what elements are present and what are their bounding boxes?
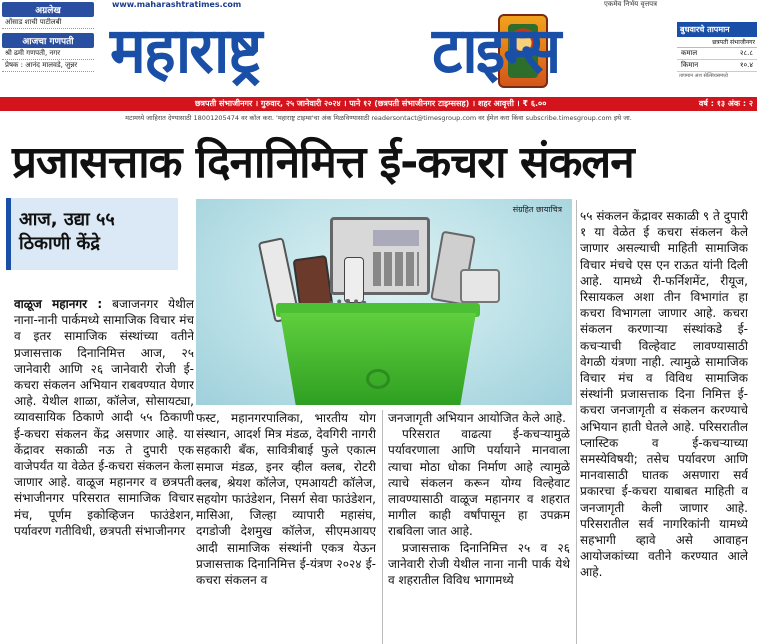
temperature-location: छत्रपती संभाजीनगर: [677, 37, 757, 48]
aajcha-ganpati-heading: आजचा गणपती: [2, 33, 94, 48]
ganpati-sender: प्रेषक : आनंद मालवडे, जुन्नर: [2, 60, 94, 72]
article-text: ५५ संकलन केंद्रावर सकाळी ९ ते दुपारी १ या वेळेत ई कचरा संकलन केले जाणार असल्याची माहिती सामाजिक विचार मंचचे एस एन राऊत यांनी दिली आहे. यामध्ये री-फर्निशमेंट, रीयूज, रिसायकल अशा तीन विभागांत हा कचरा विभागला जाणार आहे. कचरा संकलन करणाऱ्या संस्थांकडे ई-कचऱ्याची विल्हेवाट लावण्यासाठी वेगळी यंत्रणा नाही. त्यामुळे सामाजिक विचार मंच व विविध सामाजिक संस्थांनी प्रजासत्ताक दिना निमित्त ई-कचरा जनजागृती व संकलन करण्याचे अभियान हाती घेतले आहे. परिसरातील प्लास्टिक व ई-कचऱ्याच्या समस्येविषयी; तसेच पर्यावरण आणि मानवासाठी घातक असणारा सर्व प्रकारचा ई-कचरा याबाबत माहिती व जनजागृती केली जाणार आहे. परिसरातील सर्व नागरिकांनी यामध्ये सहभागी व्हावे असे आवाहन आयोजकांच्या वतीने करण्यात आले आहे.: [580, 209, 748, 580]
motto: एकमेव निर्भय वृत्तपत्र: [604, 0, 658, 8]
remote-icon: [344, 257, 364, 303]
temperature-label: कमाल: [681, 49, 698, 57]
article-text: बजाजनगर येथील नाना-नानी पार्कमध्ये सामाजिक विचार मंच व इतर सामाजिक संस्थांच्या वतीने प्रजासत्ताक दिनानिमित्त आज, २५ जानेवारी आणि २६ जानेवारी रोजी ई-कचरा संकलन अभियान राबवण्यात येणार आहे. येथील शाळा, कॉलेज, सोसायट्या, व्यावसायिक ठिकाणे आदी ५५ ठिकाणी ई-कचरा संकलन केंद्र असणार आहे. या केंद्रावर सकाळी नऊ ते दुपारी एक वाजेपर्यंत या वेळेत ई-कचरा संकलन केला जाणार आहे. वाळूज महानगर व छत्रपती संभाजीनगर परिसरात सामाजिक विचार मंच, पूर्णम इकोव्हिजन फाउंडेशन, पर्यावरण गतीविधी, छत्रपती संभाजीनगर: [14, 297, 194, 538]
article-column-2: [196, 410, 376, 644]
column-divider: [382, 410, 383, 644]
subscription-notice: मटामध्ये जाहिरात देण्यासाठी 18001205474 वर कॉल करा. 'महाराष्ट्र टाइम्स'चा अंक मिळविण्यासाठी readersontact@timesgroup.com वर ईमेल करा किंवा subscribe.timesgroup.com इथे जा.: [125, 114, 632, 122]
column-divider: [576, 200, 577, 644]
photo-credit: संग्रहित छायाचित्र: [512, 205, 562, 214]
article-text: प्रजासत्ताक दिनानिमित्त २५ व २६ जानेवारी रोजी येथील नाना नानी पार्क येथे व शहरातील विविध भागामध्ये: [388, 540, 570, 588]
article-column-4: [580, 208, 748, 644]
temperature-value: १०.४: [739, 61, 753, 69]
article-text: परिसरात वाढत्या ई-कचऱ्यामुळे पर्यावरणाला आणि पर्यायाने मानवाला त्याचा मोठा धोका निर्माण आहे त्यामुळे त्याचे संकलन करून योग्य विल्हेवाट लावण्यासाठी वाळूज महानगर व शहरात मागील काही वर्षांपासून हा उपक्रम राबविला जात आहे.: [388, 427, 570, 539]
masthead-title: [110, 6, 685, 96]
ganpati-line: श्री ढमी गणपती, नगर: [2, 48, 94, 60]
masthead-title-right: टाइम्स: [432, 14, 560, 88]
article-dateline-lead: वाळूज महानगर :: [14, 297, 103, 311]
article-column-1: [14, 296, 194, 644]
temperature-row: [677, 60, 757, 72]
article-headline: प्रजासत्ताक दिनानिमित्त ई-कचरा संकलन: [12, 137, 634, 188]
recycle-icon: [366, 369, 390, 389]
ewaste-photo: [196, 199, 572, 405]
temperature-title: बुधवारचे तापमान: [677, 22, 757, 37]
temperature-value: २८.८: [739, 49, 753, 57]
dateline-bar: [0, 97, 757, 111]
temperature-row: [677, 48, 757, 60]
masthead-title-left: महाराष्ट्र: [110, 14, 261, 88]
left-info-box: [2, 2, 94, 72]
site-url: www.maharashtratimes.com: [112, 0, 242, 9]
dateline-text: छत्रपती संभाजीनगर । गुरुवार, २५ जानेवारी २०२४ । पाने १२ (छत्रपती संभाजीनगर टाइम्ससह) । शहर आवृत्ती । ₹ ६.००: [195, 99, 547, 108]
temperature-source: तापमान अंश सेल्सियसमध्ये: [679, 73, 728, 79]
temperature-box: [677, 22, 757, 80]
telephone-icon: [460, 269, 500, 303]
article-column-3: [388, 410, 570, 644]
temperature-label: किमान: [681, 61, 699, 69]
article-subhead: आज, उद्या ५५ ठिकाणी केंद्रे: [6, 198, 178, 270]
volume-issue: वर्ष : १३ अंक : २: [698, 99, 753, 108]
article-text: जनजागृती अभियान आयोजित केले आहे.: [388, 411, 566, 425]
agralekh-line: ओंसाड शाची पाटीलबी: [2, 17, 94, 29]
recycle-bin-icon: [280, 313, 476, 405]
agralekh-heading: अग्रलेख: [2, 2, 94, 17]
article-text: फस्ट, महानगरपालिका, भारतीय योग संस्थान, आदर्श मित्र मंडळ, देवगिरी नागरी सहकारी बँक, सावित्रीबाई फुले एकात्म समाज मंडळ, इनर व्हील क्लब, रोटरी क्लब, श्रेयश कॉलेज, एमआयटी कॉलेज, सहयोग फाउंडेशन, निसर्ग सेवा फाउंडेशन, मासिआ, जिल्हा व्यापारी महासंघ, दगडोजी देशमुख कॉलेज, सीएमआयए आदी सामाजिक संस्थांनी एकत्र येऊन प्रजासत्ताक दिनानिमित्त ई-यंत्रण २०२४ ई-कचरा संकलन व: [196, 411, 376, 588]
